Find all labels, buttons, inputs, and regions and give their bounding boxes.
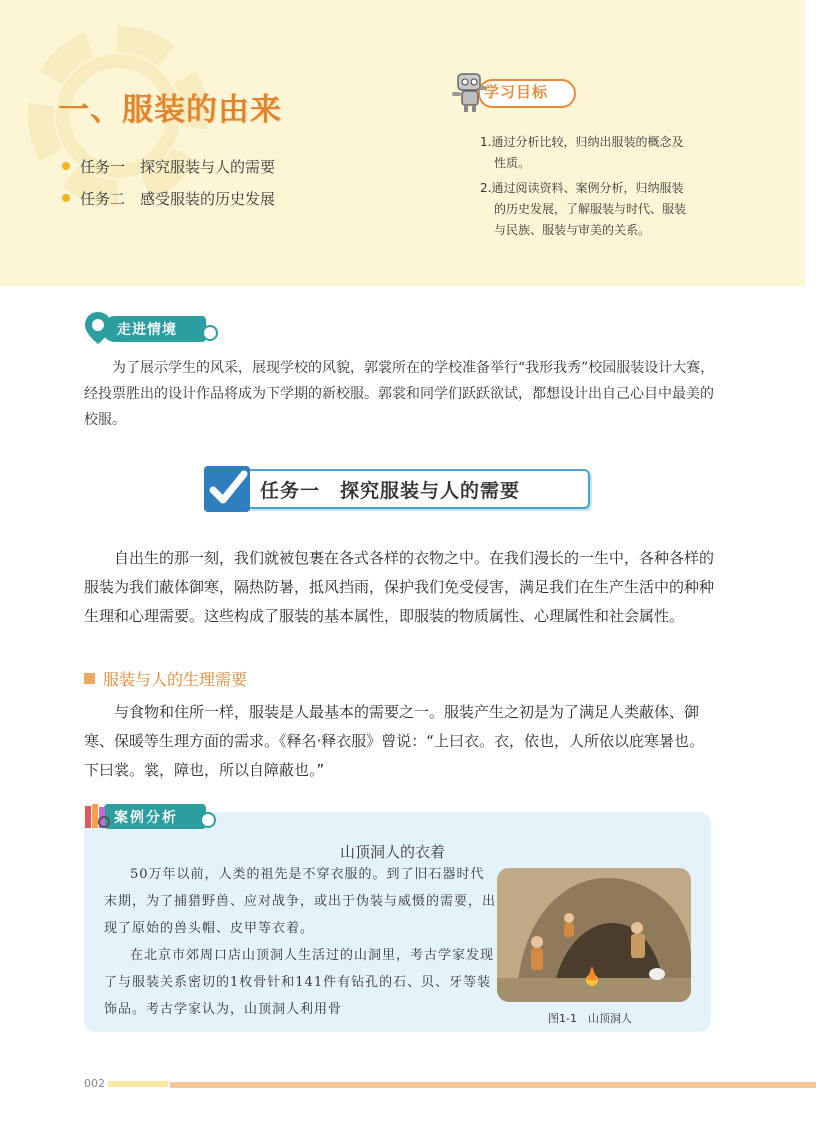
- case-paragraph: 在北京市郊周口店山顶洞人生活过的山洞里，考古学家发现了与服装关系密切的1枚骨针和141件有钻孔的石、贝、牙等装饰品。考古学家认为，山顶洞人利用骨: [104, 948, 495, 1017]
- bullet-icon: [62, 162, 70, 170]
- footer-bar: [108, 1081, 168, 1087]
- case-badge: [84, 800, 214, 834]
- bullet-icon: [62, 194, 70, 202]
- scene-label: 走进情境: [117, 322, 177, 338]
- scene-badge: [84, 311, 214, 347]
- goal-line: 性质。: [494, 156, 531, 170]
- badge-ring-icon: [200, 812, 216, 828]
- footer-bar: [170, 1082, 816, 1088]
- task-banner-title: 任务一 探究服装与人的需要: [260, 480, 521, 502]
- goal-line: 与民族、服装与审美的关系。: [494, 223, 651, 237]
- robot-mascot-icon: [452, 70, 488, 114]
- goals-label: 学习目标: [484, 83, 549, 101]
- figure-caption: 图1-1 山顶洞人: [548, 1012, 632, 1025]
- square-bullet-icon: [84, 673, 95, 684]
- body-paragraph: 与食物和住所一样，服装是人最基本的需要之一。服装产生之初是为了满足人类蔽体、御寒、保暖等生理方面的需求。《释名·释衣服》曾说：“上曰衣。衣，依也，人所依以庇寒暑也。下曰裳。裳，障也，所以自障蔽也。”: [84, 703, 705, 779]
- checkmark-icon: [204, 466, 250, 512]
- task-item-label: 任务二 感受服装的历史发展: [80, 189, 276, 208]
- goal-line: 2.通过阅读资料、案例分析，归纳服装: [480, 181, 684, 195]
- page-title: 一、服装的由来: [58, 92, 282, 128]
- cave-people-illustration: [497, 868, 691, 1002]
- subheading-text: 服装与人的生理需要: [103, 670, 248, 689]
- learning-goals-badge: [452, 70, 578, 112]
- badge-ring-icon: [202, 325, 218, 341]
- case-paragraph: 50万年以前，人类的祖先是不穿衣服的。到了旧石器时代末期，为了捕猎野兽、应对战争，或出于伪装与威慑的需要，出现了原始的兽头帽、皮甲等衣着。: [104, 867, 497, 936]
- case-label: 案例分析: [114, 810, 178, 826]
- task-item-label: 任务一 探究服装与人的需要: [80, 157, 276, 176]
- page-number: 002: [84, 1077, 105, 1090]
- task-list-item: [62, 182, 275, 214]
- goal-line: 的历史发展，了解服装与时代、服装: [494, 202, 687, 216]
- task-list: [62, 150, 275, 214]
- location-pin-icon: [84, 311, 112, 345]
- goal-line: 1.通过分析比较，归纳出服装的概念及: [480, 135, 684, 149]
- learning-goals-list: [480, 133, 720, 242]
- case-title: 山顶洞人的衣着: [340, 843, 446, 861]
- subheading: [84, 667, 247, 690]
- header-band: [0, 0, 805, 286]
- intro-paragraph: 自出生的那一刻，我们就被包裹在各式各样的衣物之中。在我们漫长的一生中，各种各样的服装为我们蔽体御寒，隔热防暑，抵风挡雨，保护我们免受侵害，满足我们在生产生活中的种种生理和心理需要。这些构成了服装的基本属性，即服装的物质属性、心理属性和社会属性。: [84, 549, 715, 625]
- scene-paragraph: 为了展示学生的风采，展现学校的风貌，郭裳所在的学校准备举行“我形我秀”校园服装设计大赛，经投票胜出的设计作品将成为下学期的新校服。郭裳和同学们跃跃欲试，都想设计出自己心目中最美的校服。: [84, 360, 715, 428]
- books-icon: [84, 802, 110, 830]
- task-list-item: [62, 150, 275, 182]
- task-banner: [204, 466, 592, 512]
